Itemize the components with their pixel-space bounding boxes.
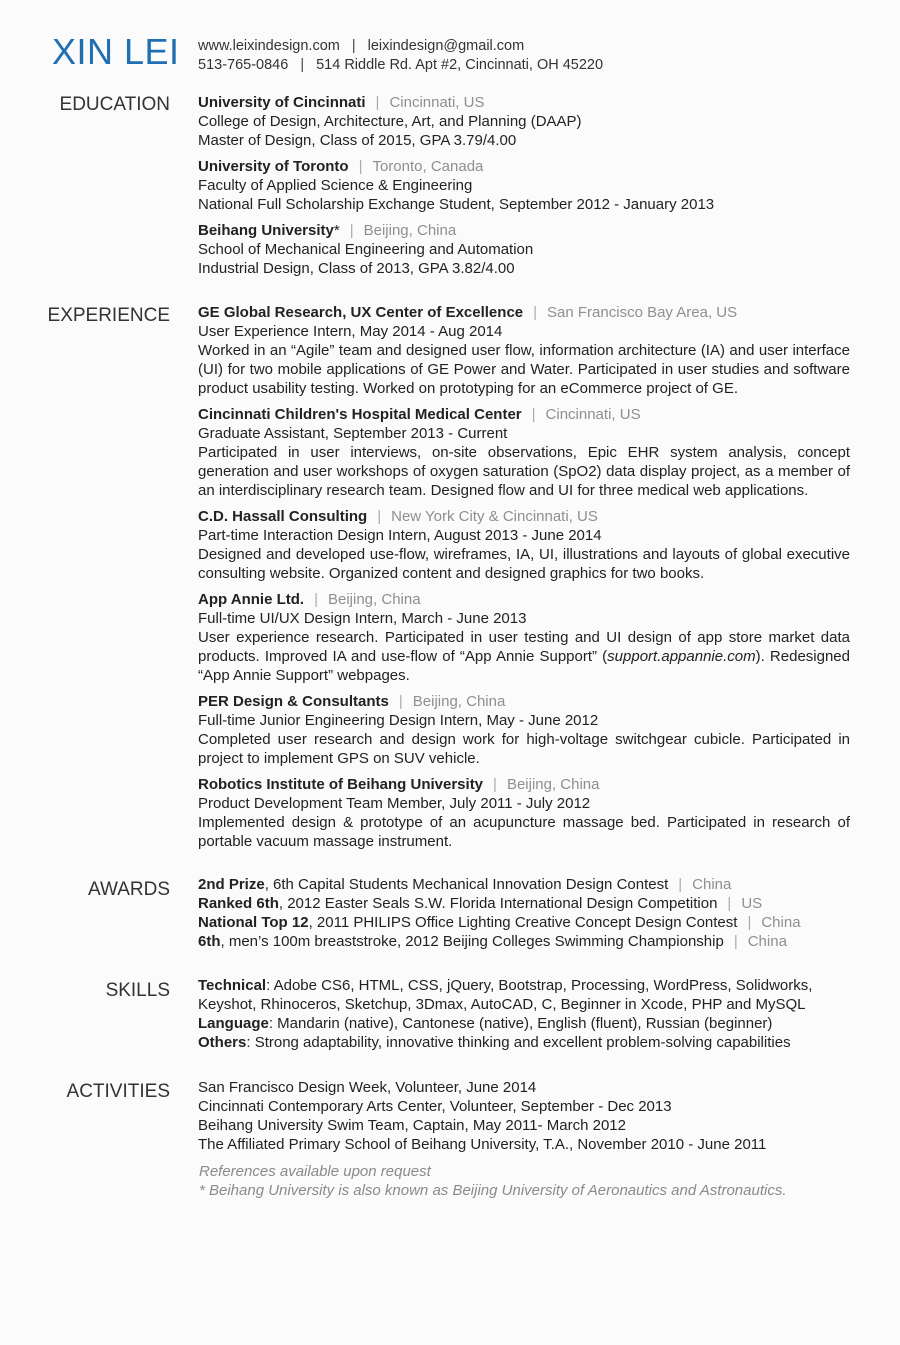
footnotes (199, 1162, 787, 1200)
candidate-name: XIN LEI (52, 31, 180, 72)
experience-entry (198, 590, 850, 685)
skill-text: : Strong adaptability, innovative thinking and excellent problem-solving capabilities (246, 1034, 791, 1051)
email-link[interactable]: leixindesign@gmail.com (367, 38, 525, 54)
skill-label: Technical (198, 977, 267, 994)
skill-others (198, 1033, 850, 1052)
separator: | (351, 38, 356, 54)
separator: | (493, 776, 497, 793)
company-location: Cincinnati, US (545, 406, 641, 423)
skill-language (198, 1014, 850, 1033)
school-location: Cincinnati, US (389, 94, 485, 111)
separator: | (733, 933, 738, 950)
company-location: San Francisco Bay Area, US (547, 304, 738, 321)
job-role: Full-time Junior Engineering Design Intern, May - June 2012 (198, 712, 599, 729)
references-note: References available upon request (199, 1163, 431, 1180)
company-name: GE Global Research, UX Center of Excellence (198, 304, 524, 321)
activity-item: Cincinnati Contemporary Arts Center, Volunteer, September - Dec 2013 (198, 1098, 672, 1115)
description-text: ). Redesigned “App Annie Support” webpages. (198, 648, 850, 684)
award-rank: 2nd Prize (198, 876, 265, 893)
skill-label: Others (198, 1034, 247, 1051)
experience-entry (198, 775, 850, 851)
job-description (198, 628, 850, 685)
experience-entry (198, 405, 850, 500)
beihang-footnote: * Beihang University is also known as Beijing University of Aeronautics and Astronautics. (199, 1182, 787, 1199)
separator: | (398, 693, 403, 710)
education-entry (198, 93, 850, 150)
award-item (198, 913, 850, 932)
experience-entry (198, 507, 850, 583)
activity-item: The Affiliated Primary School of Beihang University, T.A., November 2010 - June 2011 (198, 1136, 767, 1153)
separator: | (314, 591, 318, 608)
contact-info (198, 37, 603, 75)
skills-section (198, 976, 850, 1052)
activities-section (198, 1078, 850, 1154)
award-text: , 6th Capital Students Mechanical Innovation Design Contest (264, 876, 669, 893)
award-text: , 2012 Easter Seals S.W. Florida International Design Competition (278, 895, 718, 912)
job-role: Product Development Team Member, July 2011 - July 2012 (198, 795, 591, 812)
section-title-awards: AWARDS (88, 879, 170, 900)
separator: | (727, 895, 732, 912)
phone-number: 513-765-0846 (198, 57, 289, 73)
company-name: C.D. Hassall Consulting (198, 508, 368, 525)
company-name: Robotics Institute of Beihang University (198, 776, 484, 793)
job-role: Full-time UI/UX Design Intern, March - June 2013 (198, 610, 527, 627)
job-description: Completed user research and design work for high-voltage switchgear cubicle. Participated in project to implement GPS on SUV vehicle. (198, 731, 850, 767)
school-name: University of Toronto (198, 158, 349, 175)
separator: | (533, 304, 538, 321)
section-title-skills: SKILLS (105, 980, 170, 1001)
footnote-mark: * (333, 222, 340, 239)
separator: | (747, 914, 752, 931)
experience-entry (198, 303, 850, 398)
education-detail: Faculty of Applied Science & Engineering (198, 177, 473, 194)
education-detail: School of Mechanical Engineering and Automation (198, 241, 534, 258)
education-entry (198, 221, 850, 278)
school-name: University of Cincinnati (198, 94, 366, 111)
award-item (198, 932, 850, 951)
company-location: New York City & Cincinnati, US (391, 508, 598, 525)
support-link[interactable]: support.appannie.com (607, 648, 756, 665)
company-name: Cincinnati Children's Hospital Medical Center (198, 406, 522, 423)
job-description: Designed and developed use-flow, wireframes, IA, UI, illustrations and layouts of global executive consulting website. Organized content and designed graphics for two books. (198, 546, 850, 582)
award-location: China (692, 876, 732, 893)
separator: | (349, 222, 354, 239)
award-location: US (741, 895, 763, 912)
education-detail: Industrial Design, Class of 2013, GPA 3.82/4.00 (198, 260, 515, 277)
skill-text: : Adobe CS6, HTML, CSS, jQuery, Bootstrap, Processing, WordPress, Solidworks, (266, 977, 813, 994)
award-location: China (761, 914, 801, 931)
education-section (198, 93, 850, 285)
award-item (198, 894, 850, 913)
skill-label: Language (198, 1015, 269, 1032)
education-detail: National Full Scholarship Exchange Student, September 2012 - January 2013 (198, 196, 715, 213)
skill-technical (198, 976, 850, 995)
education-detail: College of Design, Architecture, Art, and Planning (DAAP) (198, 113, 582, 130)
award-rank: 6th (198, 933, 221, 950)
experience-section (198, 303, 850, 858)
education-detail: Master of Design, Class of 2015, GPA 3.79/4.00 (198, 132, 517, 149)
school-location: Beijing, China (363, 222, 457, 239)
award-location: China (747, 933, 787, 950)
company-location: Beijing, China (506, 776, 600, 793)
section-title-education: EDUCATION (59, 94, 170, 115)
separator: | (377, 508, 382, 525)
skill-technical-cont: Keyshot, Rhinoceros, Sketchup, 3Dmax, AutoCAD, C, Beginner in Xcode, PHP and MySQL (198, 996, 806, 1013)
award-rank: National Top 12 (198, 914, 309, 931)
company-name: App Annie Ltd. (198, 591, 305, 608)
activity-item: San Francisco Design Week, Volunteer, June 2014 (198, 1079, 537, 1096)
contact-line-2 (198, 56, 603, 75)
separator: | (531, 406, 536, 423)
award-text: , men’s 100m breaststroke, 2012 Beijing Colleges Swimming Championship (220, 933, 724, 950)
separator: | (375, 94, 380, 111)
activity-item: Beihang University Swim Team, Captain, May 2011- March 2012 (198, 1117, 626, 1134)
section-title-experience: EXPERIENCE (47, 305, 170, 326)
contact-line-1 (198, 37, 603, 56)
skill-text: : Mandarin (native), Cantonese (native), English (fluent), Russian (beginner) (268, 1015, 773, 1032)
job-description: Worked in an “Agile” team and designed user flow, information architecture (IA) and user interface (UI) for two mobile applications of GE Power and Water. Participated in user studies and software product usability testing. Worked on prototyping for an eCommerce project of GE. (198, 342, 850, 397)
company-location: Beijing, China (412, 693, 506, 710)
section-title-activities: ACTIVITIES (66, 1081, 170, 1102)
awards-section (198, 875, 850, 951)
website-link[interactable]: www.leixindesign.com (198, 38, 340, 54)
job-description: Implemented design & prototype of an acupuncture massage bed. Participated in research of portable vacuum massage instrument. (198, 814, 850, 850)
description-text: User experience research. Participated in user testing and UI design of app store market data products. Improved IA and use-flow of “App Annie Support” ( (198, 629, 850, 665)
company-location: Beijing, China (328, 591, 421, 608)
separator: | (358, 158, 363, 175)
address: 514 Riddle Rd. Apt #2, Cincinnati, OH 45220 (316, 57, 604, 73)
company-name: PER Design & Consultants (198, 693, 389, 710)
job-description: Participated in user interviews, on-site observations, Epic EHR system analysis, concept generation and user workshops of oxygen saturation (SpO2) data display project, as a member of an interdisciplinary research team. Designed flow and UI for three medical web applications. (198, 444, 850, 499)
award-text: , 2011 PHILIPS Office Lighting Creative Concept Design Contest (308, 914, 738, 931)
award-item (198, 875, 850, 894)
separator: | (300, 57, 305, 73)
school-name: Beihang University (198, 222, 334, 239)
award-rank: Ranked 6th (198, 895, 279, 912)
separator: | (678, 876, 683, 893)
job-role: User Experience Intern, May 2014 - Aug 2014 (198, 323, 503, 340)
job-role: Part-time Interaction Design Intern, August 2013 - June 2014 (198, 527, 602, 544)
education-entry (198, 157, 850, 214)
school-location: Toronto, Canada (372, 158, 484, 175)
experience-entry (198, 692, 850, 768)
job-role: Graduate Assistant, September 2013 - Current (198, 425, 508, 442)
